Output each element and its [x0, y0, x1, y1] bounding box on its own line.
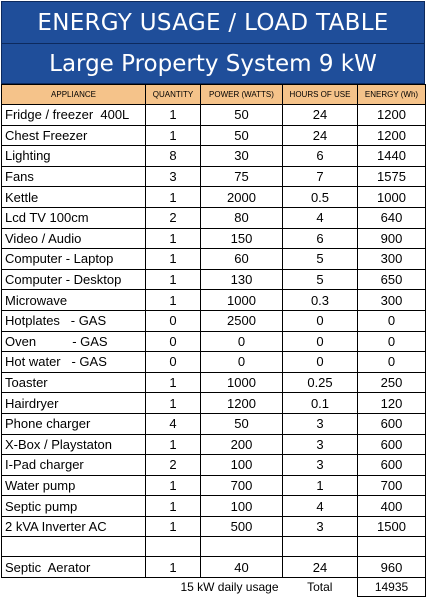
load-table [1, 84, 426, 597]
cell-power: 2000 [201, 187, 283, 208]
table-row [2, 207, 426, 228]
cell-hours: 1 [283, 475, 358, 496]
cell-appliance: Toaster [2, 372, 146, 393]
table-row [2, 249, 426, 270]
cell-appliance: Septic pump [2, 496, 146, 517]
cell-power: 50 [201, 125, 283, 146]
cell-appliance: I-Pad charger [2, 455, 146, 476]
cell-appliance: Microwave [2, 290, 146, 311]
table-row [2, 125, 426, 146]
cell-energy: 1500 [358, 516, 426, 537]
table-row [2, 537, 426, 557]
table-row [2, 372, 426, 393]
cell-energy: 0 [358, 310, 426, 331]
cell-power: 30 [201, 146, 283, 167]
cell-energy: 700 [358, 475, 426, 496]
cell-appliance: Septic Aerator [2, 557, 146, 578]
cell-hours: 24 [283, 125, 358, 146]
cell-appliance: Hotplates - GAS [2, 310, 146, 331]
cell-energy [358, 537, 426, 557]
table-row [2, 557, 426, 578]
table-row [2, 228, 426, 249]
cell-power: 2500 [201, 310, 283, 331]
cell-hours: 4 [283, 496, 358, 517]
table-row [2, 146, 426, 167]
cell-appliance [2, 537, 146, 557]
table-row [2, 166, 426, 187]
cell-power: 50 [201, 413, 283, 434]
cell-quantity: 1 [146, 496, 201, 517]
table-row [2, 187, 426, 208]
cell-energy: 900 [358, 228, 426, 249]
cell-quantity: 1 [146, 557, 201, 578]
cell-hours: 7 [283, 166, 358, 187]
cell-hours: 5 [283, 269, 358, 290]
table-row [2, 331, 426, 352]
cell-hours: 5 [283, 249, 358, 270]
cell-appliance: Hairdryer [2, 393, 146, 414]
cell-quantity: 1 [146, 269, 201, 290]
cell-energy: 650 [358, 269, 426, 290]
cell-power: 150 [201, 228, 283, 249]
page-title: ENERGY USAGE / LOAD TABLE [1, 1, 425, 44]
cell-power: 50 [201, 105, 283, 126]
cell-appliance: X-Box / Playstaton [2, 434, 146, 455]
header-appliance: APPLIANCE [2, 85, 146, 105]
header-quantity: QUANTITY [146, 85, 201, 105]
cell-hours: 6 [283, 228, 358, 249]
table-row [2, 496, 426, 517]
cell-appliance: Lcd TV 100cm [2, 207, 146, 228]
cell-quantity: 0 [146, 352, 201, 373]
cell-appliance: Computer - Laptop [2, 249, 146, 270]
cell-hours: 0 [283, 352, 358, 373]
cell-quantity: 1 [146, 187, 201, 208]
cell-appliance: Kettle [2, 187, 146, 208]
cell-quantity: 1 [146, 393, 201, 414]
table-body [2, 105, 426, 578]
cell-quantity: 1 [146, 105, 201, 126]
cell-energy: 120 [358, 393, 426, 414]
cell-appliance: Chest Freezer [2, 125, 146, 146]
cell-quantity: 1 [146, 125, 201, 146]
cell-hours: 3 [283, 516, 358, 537]
cell-hours: 24 [283, 105, 358, 126]
table-row [2, 455, 426, 476]
cell-power: 1200 [201, 393, 283, 414]
cell-appliance: Phone charger [2, 413, 146, 434]
cell-hours: 0.5 [283, 187, 358, 208]
cell-hours: 24 [283, 557, 358, 578]
cell-energy: 1440 [358, 146, 426, 167]
total-value: 14935 [358, 578, 426, 597]
table-row [2, 290, 426, 311]
header-energy: ENERGY (Wh) [358, 85, 426, 105]
cell-power: 500 [201, 516, 283, 537]
cell-quantity: 2 [146, 455, 201, 476]
cell-energy: 1200 [358, 125, 426, 146]
cell-power: 40 [201, 557, 283, 578]
cell-power: 80 [201, 207, 283, 228]
cell-energy: 1575 [358, 166, 426, 187]
cell-appliance: Water pump [2, 475, 146, 496]
table-row [2, 105, 426, 126]
total-label: Total [307, 580, 333, 595]
cell-power: 1000 [201, 290, 283, 311]
cell-power: 75 [201, 166, 283, 187]
cell-quantity: 0 [146, 310, 201, 331]
cell-power: 1000 [201, 372, 283, 393]
cell-quantity: 3 [146, 166, 201, 187]
cell-energy: 640 [358, 207, 426, 228]
cell-power: 130 [201, 269, 283, 290]
cell-quantity: 1 [146, 475, 201, 496]
table-row [2, 413, 426, 434]
cell-quantity: 2 [146, 207, 201, 228]
page-subtitle: Large Property System 9 kW [1, 44, 425, 84]
cell-power: 200 [201, 434, 283, 455]
cell-power: 60 [201, 249, 283, 270]
cell-energy: 1200 [358, 105, 426, 126]
cell-energy: 300 [358, 290, 426, 311]
cell-power [201, 537, 283, 557]
cell-energy: 600 [358, 413, 426, 434]
table-row [2, 434, 426, 455]
table-row [2, 516, 426, 537]
cell-hours: 4 [283, 207, 358, 228]
cell-appliance: Computer - Desktop [2, 269, 146, 290]
cell-energy: 0 [358, 352, 426, 373]
cell-power: 0 [201, 331, 283, 352]
cell-quantity: 1 [146, 290, 201, 311]
cell-appliance: Lighting [2, 146, 146, 167]
cell-hours: 3 [283, 413, 358, 434]
cell-quantity: 0 [146, 331, 201, 352]
cell-hours: 0.1 [283, 393, 358, 414]
cell-power: 0 [201, 352, 283, 373]
cell-power: 100 [201, 496, 283, 517]
table-row [2, 475, 426, 496]
cell-hours: 0.25 [283, 372, 358, 393]
table-row [2, 352, 426, 373]
cell-energy: 600 [358, 434, 426, 455]
cell-quantity: 1 [146, 434, 201, 455]
cell-hours: 3 [283, 434, 358, 455]
cell-hours: 3 [283, 455, 358, 476]
table-header-row [2, 85, 426, 105]
cell-quantity [146, 537, 201, 557]
table-row [2, 310, 426, 331]
cell-appliance: 2 kVA Inverter AC [2, 516, 146, 537]
cell-quantity: 1 [146, 372, 201, 393]
cell-energy: 600 [358, 455, 426, 476]
cell-hours: 6 [283, 146, 358, 167]
cell-appliance: Video / Audio [2, 228, 146, 249]
header-hours: HOURS OF USE [283, 85, 358, 105]
cell-appliance: Fridge / freezer 400L [2, 105, 146, 126]
cell-energy: 400 [358, 496, 426, 517]
cell-energy: 1000 [358, 187, 426, 208]
footer-row [2, 578, 426, 597]
cell-energy: 300 [358, 249, 426, 270]
cell-hours [283, 537, 358, 557]
cell-quantity: 1 [146, 516, 201, 537]
daily-usage-label: 15 kW daily usage [180, 580, 279, 595]
cell-hours: 0 [283, 310, 358, 331]
table-row [2, 393, 426, 414]
cell-energy: 0 [358, 331, 426, 352]
header-power: POWER (WATTS) [201, 85, 283, 105]
cell-quantity: 8 [146, 146, 201, 167]
cell-appliance: Hot water - GAS [2, 352, 146, 373]
cell-appliance: Oven - GAS [2, 331, 146, 352]
cell-energy: 960 [358, 557, 426, 578]
cell-appliance: Fans [2, 166, 146, 187]
load-table-sheet [1, 1, 425, 597]
cell-quantity: 4 [146, 413, 201, 434]
cell-power: 700 [201, 475, 283, 496]
cell-quantity: 1 [146, 228, 201, 249]
cell-hours: 0.3 [283, 290, 358, 311]
cell-energy: 250 [358, 372, 426, 393]
cell-quantity: 1 [146, 249, 201, 270]
table-row [2, 269, 426, 290]
cell-power: 100 [201, 455, 283, 476]
cell-hours: 0 [283, 331, 358, 352]
